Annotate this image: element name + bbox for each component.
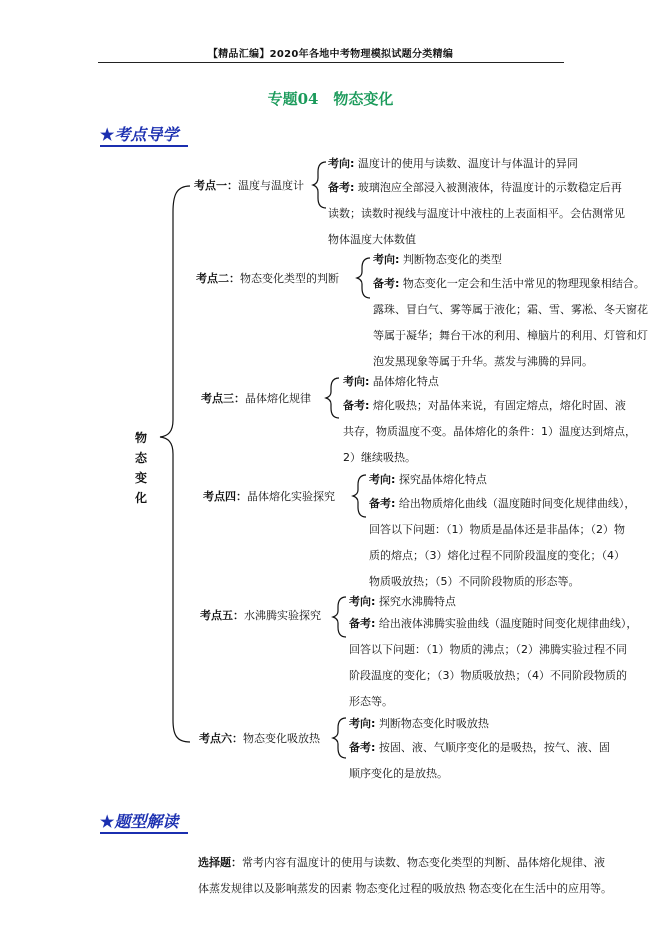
note-line: 给出物质熔化曲线（温度随时间变化规律曲线）， <box>398 497 636 510</box>
note-label: 备考: <box>343 399 370 412</box>
direction-label: 考向: <box>349 717 376 730</box>
page-title: 专题04 物态变化 <box>267 90 394 108</box>
section-analysis <box>100 809 178 832</box>
point-6-direction <box>349 712 489 736</box>
note-line: 顺序变化的是放热。 <box>349 767 448 780</box>
note-label: 备考: <box>349 741 376 754</box>
note-line: 熔化吸热；对晶体来说，有固定熔点，熔化时固、液 <box>372 399 626 412</box>
point-4-note <box>369 492 635 516</box>
point-3 <box>201 390 311 406</box>
point-3-note <box>343 394 626 418</box>
point-3-direction <box>343 370 439 394</box>
point-3-name: 晶体熔化规律 <box>245 392 311 405</box>
point-5-label: 考点五： <box>200 609 244 622</box>
analysis-line-2: 体蒸发规律以及影响蒸发的因素 物态变化过程的吸放热 物态变化在生活中的应用等。 <box>198 882 612 895</box>
note-line: 回答以下问题：（1）物质是晶体还是非晶体；（2）物 <box>369 523 625 536</box>
note-line: 2）继续吸热。 <box>343 451 416 464</box>
section-analysis-underline <box>100 832 188 834</box>
point-4-name: 晶体熔化实验探究 <box>247 490 335 503</box>
note-line: 物态变化一定会和生活中常见的物理现象相结合。 <box>402 277 645 290</box>
page-header: 【精品汇编】2020年各地中考物理模拟试题分类精编 <box>207 49 454 60</box>
direction-text: 探究水沸腾特点 <box>378 595 456 608</box>
note-label: 备考: <box>349 617 376 630</box>
section-analysis-label: 题型解读 <box>114 812 179 831</box>
root-char: 变 <box>134 471 147 485</box>
note-label: 备考: <box>369 497 396 510</box>
point-4 <box>203 488 335 504</box>
direction-label: 考向: <box>369 473 396 486</box>
point-5-name: 水沸腾实验探究 <box>244 609 321 622</box>
analysis-label: 选择题： <box>198 856 242 869</box>
direction-label: 考向: <box>349 595 376 608</box>
point-1-direction <box>328 152 578 176</box>
direction-label: 考向: <box>343 375 370 388</box>
direction-text: 判断物态变化时吸放热 <box>378 717 489 730</box>
note-line: 阶段温度的变化；（3）物质吸放热；（4）不同阶段物质的 <box>349 669 627 682</box>
point-5 <box>200 607 321 623</box>
point-4-direction <box>369 468 487 492</box>
section-guide-label: 考点导学 <box>114 125 179 144</box>
point-1-name: 温度与温度计 <box>238 179 304 192</box>
point-5-direction <box>349 590 456 614</box>
point-2-note <box>373 272 645 296</box>
root-label <box>134 428 148 508</box>
note-label: 备考: <box>373 277 400 290</box>
note-line: 共存，物质温度不变。晶体熔化的条件：1）温度达到熔点， <box>343 425 636 438</box>
note-line: 物质吸放热；（5）不同阶段物质的形态等。 <box>369 575 580 588</box>
point-6-name: 物态变化吸放热 <box>243 732 320 745</box>
note-line: 读数；读数时视线与温度计中液柱的上表面相平。会估测常见 <box>328 207 625 220</box>
direction-label: 考向: <box>328 157 355 170</box>
point-2-label: 考点二： <box>196 272 240 285</box>
point-2 <box>196 270 339 286</box>
note-line: 泡发黑现象等属于升华。蒸发与沸腾的异同。 <box>373 355 593 368</box>
note-line: 玻璃泡应全部浸入被测液体，待温度计的示数稳定后再 <box>357 181 622 194</box>
direction-label: 考向: <box>373 253 400 266</box>
point-6 <box>199 730 320 746</box>
root-char: 物 <box>134 431 147 445</box>
point-2-name: 物态变化类型的判断 <box>240 272 339 285</box>
analysis-line-1 <box>198 852 605 874</box>
note-label: 备考: <box>328 181 355 194</box>
point-6-note <box>349 736 610 760</box>
analysis-text: 常考内容有温度计的使用与读数、物态变化类型的判断、晶体熔化规律、液 <box>242 856 605 869</box>
direction-text: 判断物态变化的类型 <box>402 253 502 266</box>
direction-text: 温度计的使用与读数、温度计与体温计的异同 <box>357 157 578 170</box>
point-3-label: 考点三： <box>201 392 245 405</box>
note-line: 物体温度大体数值 <box>328 233 416 246</box>
note-line: 回答以下问题：（1）物质的沸点；（2）沸腾实验过程不同 <box>349 643 627 656</box>
note-line: 形态等。 <box>349 695 393 708</box>
point-2-direction <box>373 248 502 272</box>
note-line: 给出液体沸腾实验曲线（温度随时间变化规律曲线）， <box>378 617 638 630</box>
root-char: 化 <box>134 491 147 505</box>
point-1 <box>194 177 304 193</box>
direction-text: 晶体熔化特点 <box>372 375 439 388</box>
point-1-note <box>328 176 622 200</box>
star-icon: ★ <box>100 125 115 144</box>
point-4-label: 考点四： <box>203 490 247 503</box>
direction-text: 探究晶体熔化特点 <box>398 473 487 486</box>
point-1-label: 考点一： <box>194 179 238 192</box>
note-line: 等属于凝华；舞台干冰的利用、樟脑片的利用、灯管和灯 <box>373 329 648 342</box>
note-line: 露珠、冒白气、雾等属于液化；霜、雪、雾凇、冬天窗花 <box>373 303 648 316</box>
root-char: 态 <box>134 451 147 465</box>
note-line: 按固、液、气顺序变化的是吸热，按气、液、固 <box>378 741 610 754</box>
note-line: 质的熔点；（3）熔化过程不同阶段温度的变化；（4） <box>369 549 625 562</box>
point-5-note <box>349 612 637 636</box>
point-6-label: 考点六： <box>199 732 243 745</box>
star-icon: ★ <box>100 812 115 831</box>
